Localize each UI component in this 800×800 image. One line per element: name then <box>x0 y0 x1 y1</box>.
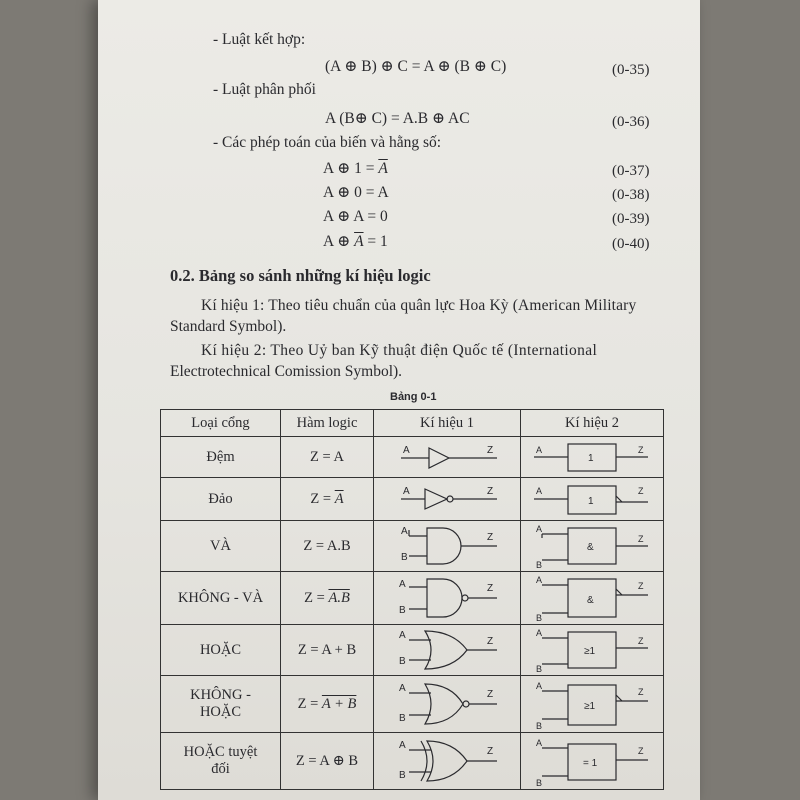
table-caption: Bảng 0-1 <box>390 391 437 403</box>
svg-text:1: 1 <box>588 453 594 464</box>
svg-text:A: A <box>536 628 543 638</box>
law-constants-label: - Các phép toán của biến và hằng số: <box>213 134 442 151</box>
svg-text:B: B <box>536 778 543 788</box>
svg-text:A: A <box>536 681 543 691</box>
paragraph-symbol-2: Kí hiệu 2: Theo Uỷ ban Kỹ thuật điện Quốc tế (International <box>201 342 598 359</box>
svg-text:A: A <box>403 486 410 497</box>
svg-text:A: A <box>536 575 543 585</box>
svg-text:B: B <box>536 664 543 674</box>
svg-text:A: A <box>399 683 406 694</box>
table-row <box>161 572 664 625</box>
svg-text:B: B <box>401 552 408 563</box>
svg-text:B: B <box>399 656 406 667</box>
svg-text:B: B <box>536 560 543 570</box>
table-row <box>161 478 664 521</box>
logic-function: Z = A.B <box>281 572 374 625</box>
logic-function: Z = A <box>281 437 374 478</box>
svg-text:Z: Z <box>487 583 494 594</box>
iec-buffer-symbol <box>521 437 664 478</box>
header-gate-type: Loại cổng <box>161 410 281 437</box>
equation-number: (0-36) <box>612 114 650 130</box>
svg-text:Z: Z <box>638 445 644 455</box>
ansi-and-symbol <box>374 521 521 572</box>
svg-text:Z: Z <box>487 445 494 456</box>
equation-0-38: A ⊕ 0 = A <box>323 184 389 201</box>
equation-number: (0-40) <box>612 236 650 252</box>
iec-nand-symbol <box>521 572 664 625</box>
gate-name: Đảo <box>161 478 281 521</box>
equation-0-40: A ⊕ $\overline{A} = 1$ <box>323 233 388 250</box>
header-symbol-2: Kí hiệu 2 <box>521 410 664 437</box>
ansi-nand-symbol <box>374 572 521 625</box>
gate-name: KHÔNG - VÀ <box>161 572 281 625</box>
svg-text:B: B <box>399 605 406 616</box>
svg-text:Z: Z <box>487 636 494 647</box>
svg-text:≥1: ≥1 <box>584 701 596 712</box>
gate-name: HOẶC <box>161 625 281 676</box>
svg-text:B: B <box>536 721 543 731</box>
svg-text:A: A <box>536 486 543 496</box>
svg-text:&: & <box>587 595 594 606</box>
logic-function: Z = A + B <box>281 625 374 676</box>
ansi-nor-symbol <box>374 676 521 733</box>
table-row <box>161 676 664 733</box>
equation-number: (0-38) <box>612 187 650 203</box>
iec-xor-symbol <box>521 733 664 790</box>
iec-not-symbol <box>521 478 664 521</box>
svg-text:A: A <box>536 445 543 455</box>
table-row <box>161 733 664 790</box>
svg-text:A: A <box>403 445 410 456</box>
svg-text:1: 1 <box>588 496 594 507</box>
svg-text:Z: Z <box>638 581 644 591</box>
svg-text:Z: Z <box>638 534 644 544</box>
svg-text:Z: Z <box>487 746 494 757</box>
table-row <box>161 625 664 676</box>
svg-text:≥1: ≥1 <box>584 646 596 657</box>
svg-text:A: A <box>536 524 543 534</box>
table-row <box>161 521 664 572</box>
table-row <box>161 437 664 478</box>
law-associative-label: - Luật kết hợp: <box>213 31 306 48</box>
logic-function: Z = A + B <box>281 676 374 733</box>
svg-text:B: B <box>536 613 543 623</box>
iec-nor-symbol <box>521 676 664 733</box>
equation-number: (0-37) <box>612 163 650 179</box>
section-heading: 0.2. Bảng so sánh những kí hiệu logic <box>170 266 431 285</box>
gate-name: KHÔNG - HOẶC <box>161 676 281 733</box>
logic-symbol-table <box>160 409 664 790</box>
law-distributive-formula: A (B⊕ C) = A.B ⊕ AC <box>325 110 470 127</box>
iec-or-symbol <box>521 625 664 676</box>
svg-text:A: A <box>401 526 408 537</box>
logic-function: Z = A.B <box>281 521 374 572</box>
svg-text:A: A <box>536 738 543 748</box>
equation-number: (0-35) <box>612 62 650 78</box>
paragraph-symbol-1-cont: Standard Symbol). <box>170 318 287 335</box>
svg-text:Z: Z <box>638 636 644 646</box>
header-logic-function: Hàm logic <box>281 410 374 437</box>
iec-and-symbol <box>521 521 664 572</box>
svg-text:A: A <box>399 630 406 641</box>
gate-name: VÀ <box>161 521 281 572</box>
ansi-not-symbol <box>374 478 521 521</box>
ansi-xor-symbol <box>374 733 521 790</box>
svg-text:Z: Z <box>487 486 494 497</box>
svg-text:Z: Z <box>487 689 494 700</box>
svg-text:Z: Z <box>638 687 644 697</box>
law-distributive-label: - Luật phân phối <box>213 81 316 98</box>
svg-text:Z: Z <box>487 532 494 543</box>
svg-text:A: A <box>399 740 406 751</box>
svg-text:B: B <box>399 770 406 781</box>
gate-name: HOẶC tuyệt đối <box>161 733 281 790</box>
table-header-row <box>161 410 664 437</box>
equation-0-37: A ⊕ $1 = \overline{A}$ <box>323 160 388 177</box>
equation-0-39: A ⊕ A = 0 <box>323 208 388 225</box>
logic-function: Z = A ⊕ B <box>281 733 374 790</box>
header-symbol-1: Kí hiệu 1 <box>374 410 521 437</box>
paragraph-symbol-1: Kí hiệu 1: Theo tiêu chuẩn của quân lực Hoa Kỳ (American Military <box>201 297 637 314</box>
svg-text:A: A <box>399 579 406 590</box>
law-associative-formula: (A ⊕ B) ⊕ C = A ⊕ (B ⊕ C) <box>325 58 507 75</box>
equation-number: (0-39) <box>612 211 650 227</box>
ansi-or-symbol <box>374 625 521 676</box>
svg-text:B: B <box>399 713 406 724</box>
svg-text:&: & <box>587 542 594 553</box>
svg-text:Z: Z <box>638 746 644 756</box>
ansi-buffer-symbol <box>374 437 521 478</box>
paragraph-symbol-2-cont: Electrotechnical Comission Symbol). <box>170 363 403 380</box>
logic-function: $Z = \overline{A}$ <box>281 478 374 521</box>
svg-text:= 1: = 1 <box>583 758 598 769</box>
gate-name: Đệm <box>161 437 281 478</box>
svg-text:Z: Z <box>638 486 644 496</box>
